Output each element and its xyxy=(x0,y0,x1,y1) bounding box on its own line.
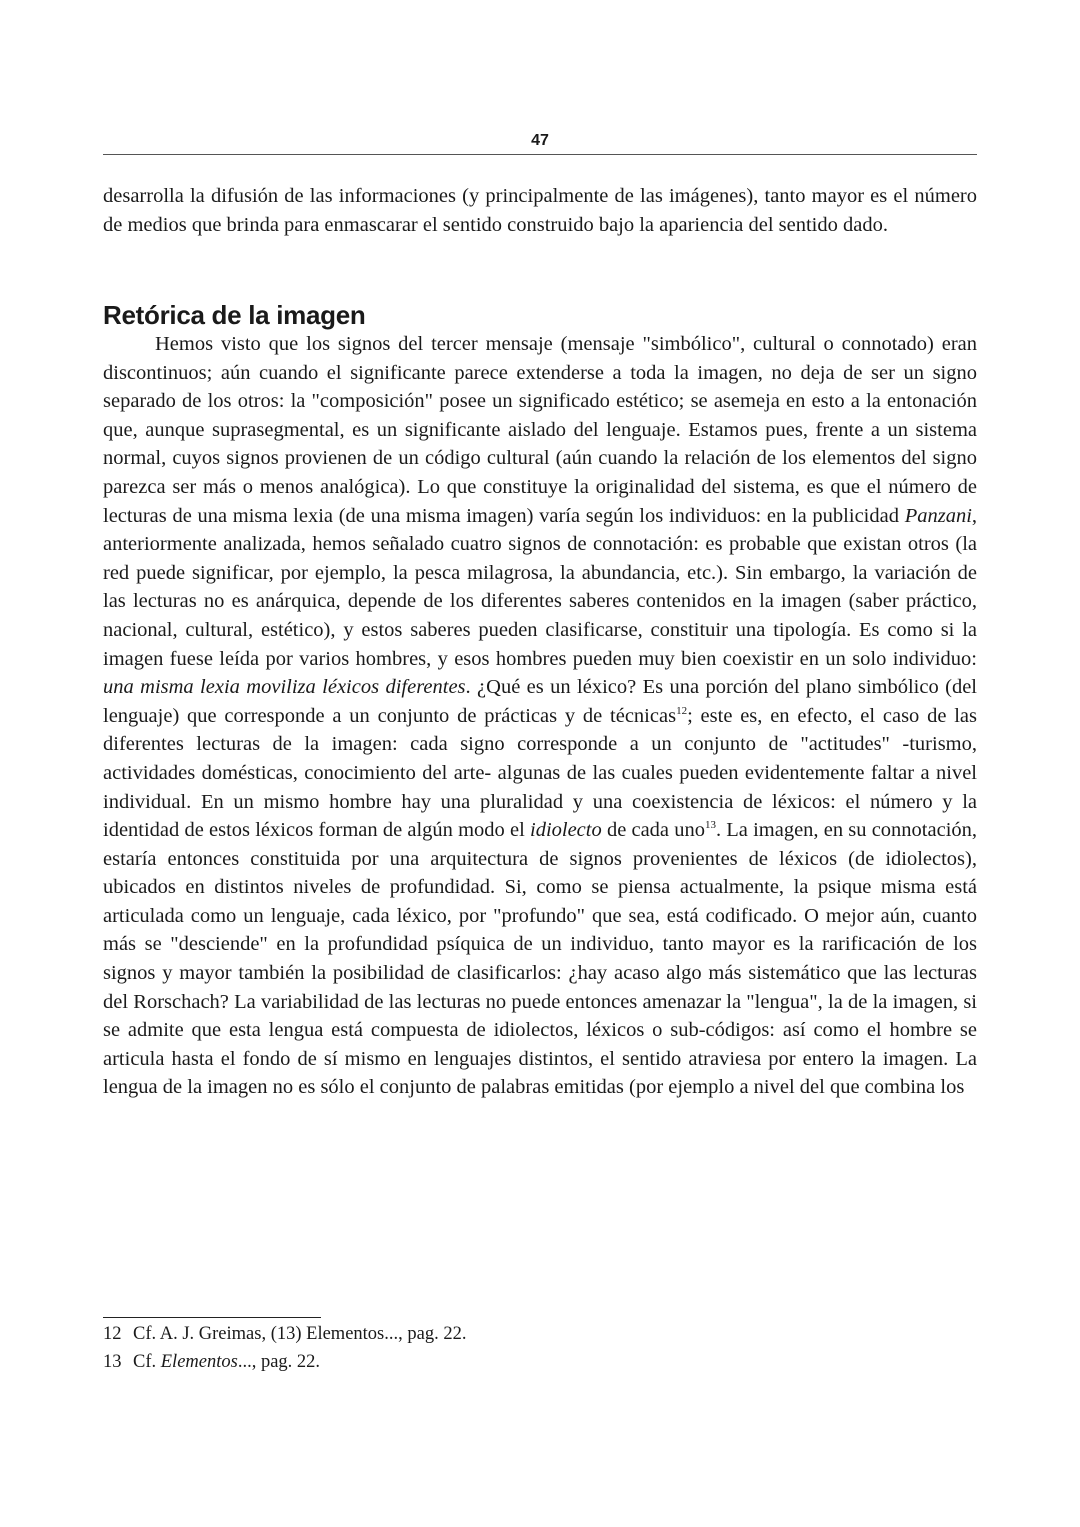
footnote-12 xyxy=(103,1320,977,1348)
footnote-13 xyxy=(103,1348,977,1376)
footnote-rule xyxy=(103,1317,321,1318)
footnote-italic-title: Elementos xyxy=(160,1352,238,1372)
main-paragraph xyxy=(103,330,977,1102)
footnote-ref-12[interactable]: 12 xyxy=(676,704,688,717)
intro-paragraph: desarrolla la difusión de las informaciones (y principalmente de las imágenes), tanto mayor es el número de medios que brinda para enmascarar el sentido construido bajo la apariencia del sentido dado. xyxy=(103,185,977,236)
text-run: . ¿Qué es un léxico? Es una porción del plano simbólico (del lenguaje) que corresponde a un conjunto de prácticas y de técnicas xyxy=(103,676,977,727)
footnote-number: 12 xyxy=(103,1324,122,1344)
italic-term-panzani: Panzani xyxy=(904,504,972,527)
italic-phrase: una misma lexia moviliza léxicos diferentes xyxy=(103,676,466,699)
text-run: de cada uno xyxy=(606,819,705,842)
footnote-text: Cf. A. J. Greimas, (13) Elementos..., pag. 22. xyxy=(133,1324,467,1344)
footnote-number: 13 xyxy=(103,1352,122,1372)
text-run: , anteriormente analizada, hemos señalado cuatro signos de connotación: es probable que existan otros (la red puede significar, por ejemplo, la pesca milagrosa, la abundancia, etc.). Sin embargo, la variación de las lecturas no es anárquica, depende de los diferentes saberes contenidos en la imagen (saber práctico, nacional, cultural, estético), y estos saberes pueden clasificarse, constituir una tipología. Es como si la imagen fuese leída por varios hombres, y esos hombres pueden muy bien coexistir en un solo individuo: xyxy=(103,504,978,670)
page-number: 47 xyxy=(531,132,549,149)
footnote-text: Cf. xyxy=(133,1352,157,1372)
footnote-ref-13[interactable]: 13 xyxy=(704,819,716,832)
header-rule xyxy=(103,154,977,155)
footnote-text: ..., pag. 22. xyxy=(237,1352,321,1372)
document-page xyxy=(103,0,977,1527)
footnotes xyxy=(103,1320,977,1376)
text-run: . La imagen, en su connotación, estaría entonces constituida por una arquitectura de signos provenientes de léxicos (de idiolectos), ubicados en distintos niveles de profundidad. Si, como se piensa actualmente, la psique misma está articulada como un lenguaje, cada léxico, por "profundo" que sea, está codificado. O mejor aún, cuanto más se "desciende" en la profundidad psíquica de un individuo, tanto mayor es la rarificación de los signos y mayor también la posibilidad de clasificarlos: ¿hay acaso algo más sistemático que las lecturas del Rorschach? La variabilidad de las lecturas no puede entonces amenazar la "lengua", la de la imagen, si se admite que esta lengua está compuesta de idiolectos, léxicos o sub-códigos: así como el hombre se articula hasta el fondo de sí mismo en lenguajes distintos, el sentido atraviesa por entero la imagen. La lengua de la imagen no es sólo el conjunto de palabras emitidas (por ejemplo a nivel del que combina los xyxy=(103,819,978,1099)
text-run: Hemos visto que los signos del tercer mensaje (mensaje "simbólico", cultural o connotado) eran discontinuos; aún cuando el significante parece extenderse a toda la imagen, no deja de ser un signo separado de los otros: la "composición" posee un significado estético; se asemeja en esto a la entonación que, aunque suprasegmental, es un significante aislado del lenguaje. Estamos pues, frente a un sistema normal, cuyos signos provienen de un código cultural (aún cuando la relación de los elementos del signo parezca ser más o menos analógica). Lo que constituye la originalidad del sistema, es que el número de lecturas de una misma lexia (de una misma imagen) varía según los individuos: en la publicidad xyxy=(103,333,977,527)
text-run: ; este es, en efecto, el caso de las diferentes lecturas de la imagen: cada signo corresponde a un conjunto de "actitudes" -turismo, actividades domésticas, conocimiento del arte- algunas de las cuales pueden evidentemente faltar a nivel individual. En un mismo hombre hay una pluralidad y una coexistencia de léxicos: el número y la identidad de estos léxicos forman de algún modo el xyxy=(103,704,978,842)
italic-term-idiolecto: idiolecto xyxy=(530,819,602,842)
section-heading: Retórica de la imagen xyxy=(103,300,366,330)
